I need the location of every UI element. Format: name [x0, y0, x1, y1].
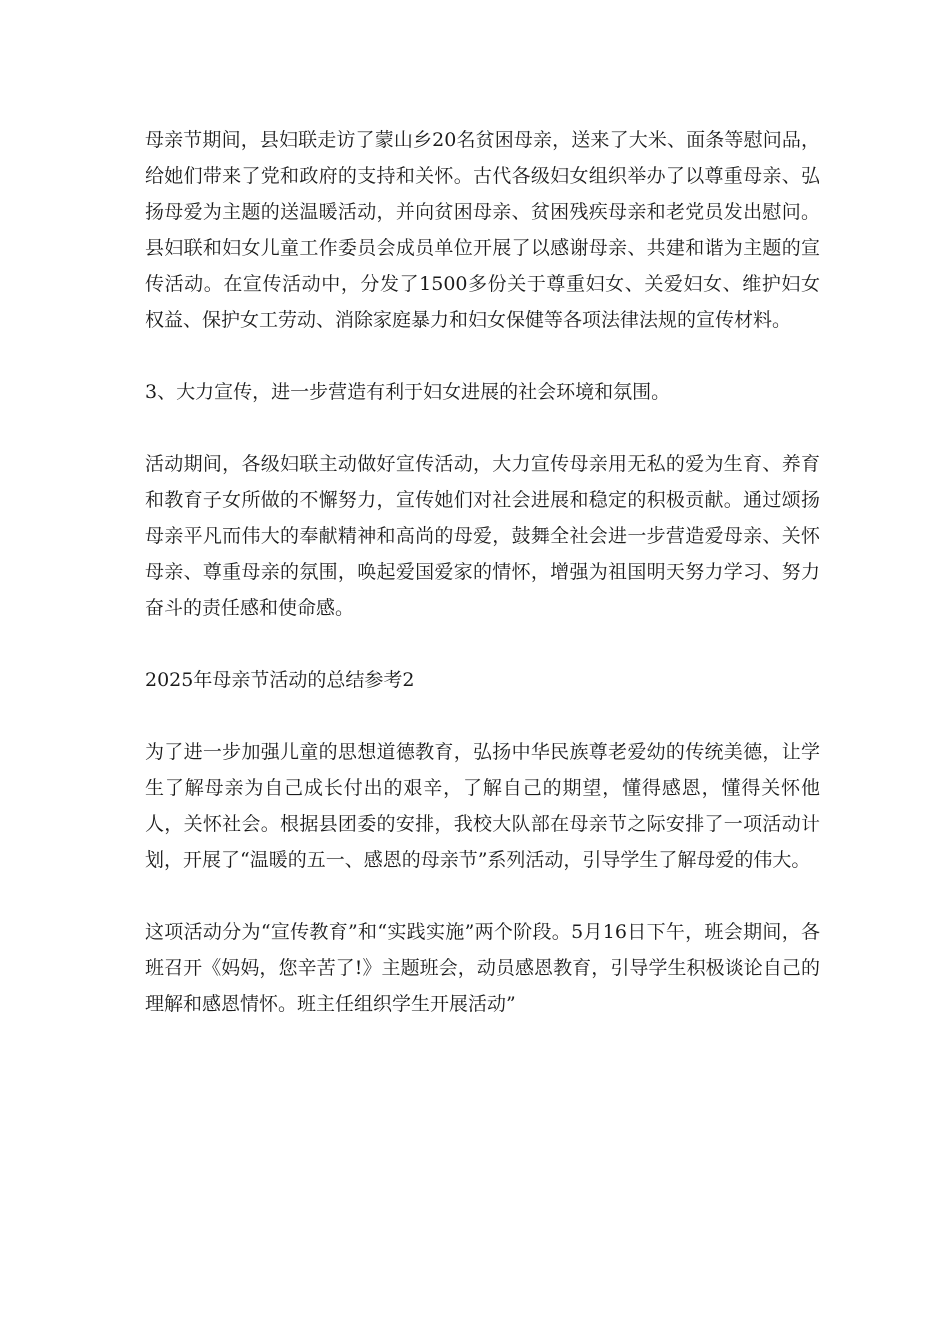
paragraph-visits-to-poor-mothers: 母亲节期间，县妇联走访了蒙山乡20名贫困母亲，送来了大米、面条等慰问品，给她们带来了党和政府的支持和关怀。古代各级妇女组织举办了以尊重母亲、弘扬母爱为主题的送温暖活动，并向贫困母亲、贫困残疾母亲和老党员发出慰问。县妇联和妇女儿童工作委员会成员单位开展了以感谢母亲、共建和谐为主题的宣传活动。在宣传活动中，分发了1500多份关于尊重妇女、关爱妇女、维护妇女权益、保护女工劳动、消除家庭暴力和妇女保健等各项法律法规的宣传材料。 — [145, 129, 820, 331]
paragraph-activity-stages: 这项活动分为“宣传教育”和“实践实施”两个阶段。5月16日下午，班会期间，各班召开《妈妈，您辛苦了!》主题班会，动员感恩教育，引导学生积极谈论自己的理解和感恩情怀。班主任组织学生开展活动” — [145, 921, 820, 1015]
section-title-summary-2: 2025年母亲节活动的总结参考2 — [145, 669, 415, 691]
paragraph-publicity-activities: 活动期间，各级妇联主动做好宣传活动，大力宣传母亲用无私的爱为生育、养育和教育子女所做的不懈努力，宣传她们对社会进展和稳定的积极贡献。通过颂扬母亲平凡而伟大的奉献精神和高尚的母爱，鼓舞全社会进一步营造爱母亲、关怀母亲、尊重母亲的氛围，唤起爱国爱家的情怀，增强为祖国明天努力学习、努力奋斗的责任感和使命感。 — [145, 453, 820, 619]
section-heading-publicity: 3、大力宣传，进一步营造有利于妇女进展的社会环境和氛围。 — [145, 381, 671, 403]
paragraph-moral-education: 为了进一步加强儿童的思想道德教育，弘扬中华民族尊老爱幼的传统美德，让学生了解母亲为自己成长付出的艰辛，了解自己的期望，懂得感恩，懂得关怀他人，关怀社会。根据县团委的安排，我校大队部在母亲节之际安排了一项活动计划，开展了“温暖的五一、感恩的母亲节”系列活动，引导学生了解母爱的伟大。 — [145, 741, 820, 871]
document-body — [145, 122, 820, 1058]
